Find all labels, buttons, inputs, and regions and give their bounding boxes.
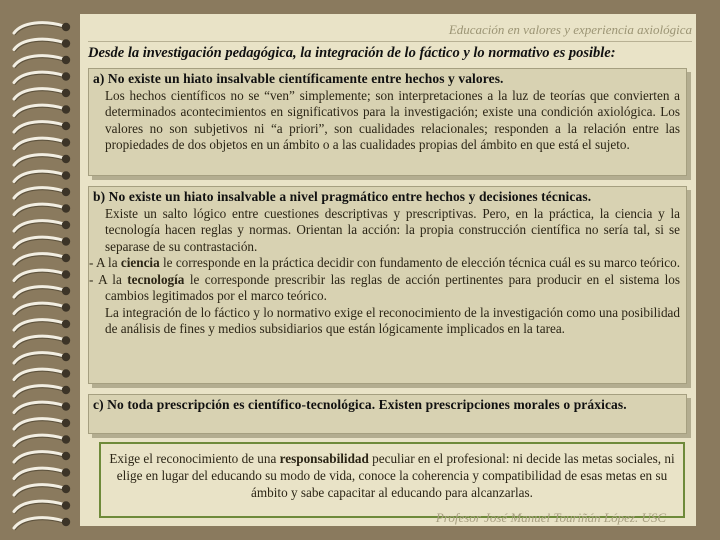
spiral-ring bbox=[14, 287, 70, 299]
spiral-ring bbox=[14, 402, 70, 414]
header-divider bbox=[88, 41, 692, 42]
box-b-intro: Existe un salto lógico entre cuestiones descriptivas y prescriptivas. Pero, en la práctica, la ciencia y la tecnología hacen reglas y normas. Orientan la acción: la propia construcción científica no sería tal, si se separase de su contrastación. bbox=[105, 205, 680, 254]
spiral-ring bbox=[14, 452, 70, 464]
spiral-ring bbox=[14, 155, 70, 167]
box-d-keyword: responsabilidad bbox=[279, 451, 369, 466]
box-b bbox=[88, 186, 687, 384]
slide-page bbox=[80, 14, 696, 526]
spiral-ring bbox=[14, 171, 70, 183]
spiral-ring bbox=[14, 254, 70, 266]
box-c-heading: c) No toda prescripción es científico-tecnológica. Existen prescripciones morales o práxicas. bbox=[93, 397, 627, 412]
spiral-ring bbox=[14, 23, 70, 35]
spiral-ring bbox=[14, 468, 70, 480]
item-text: le corresponde en la práctica decidir con fundamento de elección técnica cuál es su marco teórico. bbox=[159, 255, 680, 270]
box-b-item-tecnologia bbox=[89, 272, 686, 305]
spiral-ring bbox=[14, 188, 70, 200]
box-b-item-ciencia bbox=[89, 255, 686, 272]
spiral-ring bbox=[14, 270, 70, 282]
item-prefix: - A la bbox=[89, 271, 128, 287]
spiral-ring bbox=[14, 237, 70, 249]
spiral-ring bbox=[14, 419, 70, 431]
spiral-ring bbox=[14, 39, 70, 51]
spiral-ring bbox=[14, 89, 70, 101]
spiral-ring bbox=[14, 72, 70, 84]
box-c bbox=[88, 394, 687, 434]
spiral-ring bbox=[14, 435, 70, 447]
spiral-ring bbox=[14, 204, 70, 216]
author-footer: Profesor José Manuel Touriñán López. USC bbox=[435, 510, 666, 525]
box-d bbox=[99, 442, 685, 518]
spiral-ring bbox=[14, 56, 70, 68]
spiral-ring bbox=[14, 501, 70, 513]
item-keyword: ciencia bbox=[120, 255, 160, 270]
box-b-closing: La integración de lo fáctico y lo normativo exige el reconocimiento de la investigación como una posibilidad de análisis de fines y medios subsidiarios que están lógicamente implicados en la tarea. bbox=[105, 304, 680, 336]
spiral-ring bbox=[14, 353, 70, 365]
spiral-ring bbox=[14, 320, 70, 332]
spiral-ring bbox=[14, 138, 70, 150]
item-keyword: tecnología bbox=[127, 271, 185, 287]
box-b-heading: b) No existe un hiato insalvable a nivel pragmático entre hechos y decisiones técnicas. bbox=[93, 189, 592, 204]
spiral-binding bbox=[0, 0, 96, 540]
item-prefix: - A la bbox=[89, 255, 121, 270]
spiral-ring bbox=[14, 303, 70, 315]
spiral-ring bbox=[14, 485, 70, 497]
box-a-heading: a) No existe un hiato insalvable científicamente entre hechos y valores. bbox=[93, 71, 504, 86]
box-d-text: Exige el reconocimiento de una bbox=[109, 451, 280, 466]
spiral-ring bbox=[14, 221, 70, 233]
spiral-ring bbox=[14, 105, 70, 117]
box-d-text-end: peculiar en el profesional: ni decide las metas sociales, ni elige en lugar del educando su modo de vida, conoce la coherencia y compatibilidad de esas metas en su ámbito y sabe capacitar al educando para alcanzarlas. bbox=[116, 451, 675, 500]
spiral-ring bbox=[14, 122, 70, 134]
slide-title: Desde la investigación pedagógica, la integración de lo fáctico y lo normativo es posible: bbox=[88, 45, 616, 61]
item-text: le corresponde prescribir las reglas de acción pertinentes para producir en el sistema los cambios legitimados por el marco teórico. bbox=[105, 271, 680, 303]
spiral-ring bbox=[14, 518, 70, 530]
box-a bbox=[88, 68, 687, 176]
spiral-ring bbox=[14, 386, 70, 398]
spiral-ring bbox=[14, 336, 70, 348]
course-header: Educación en valores y experiencia axiológica bbox=[448, 22, 692, 37]
box-a-text: Los hechos científicos no se “ven” simplemente; son interpretaciones a la luz de teorías que convierten a determinados acontecimientos en significativos para la investigación; existe una condición axiológica. Los valores no son subjetivos ni “a priori”, son cualidades relacionales; responden a la relación entre las propiedades de dos objetos en un ámbito o a las cualidades propias del ámbito en que está el sujeto. bbox=[105, 87, 680, 152]
spiral-ring bbox=[14, 369, 70, 381]
